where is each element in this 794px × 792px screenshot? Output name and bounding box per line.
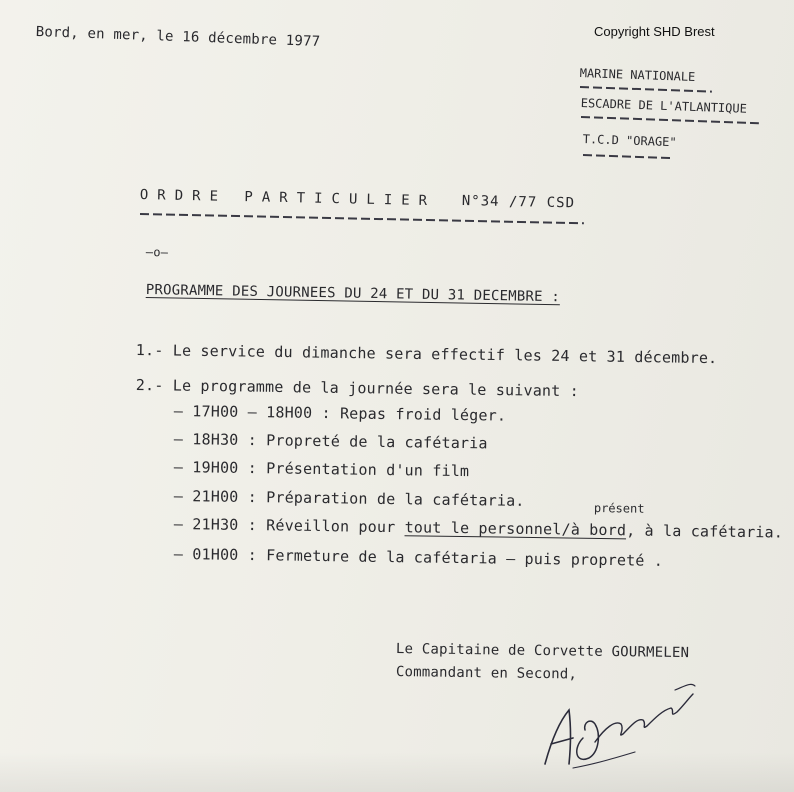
signatory-title: Commandant en Second, — [395, 664, 578, 683]
header-line-1: MARINE NATIONALE — [579, 66, 696, 85]
order-number: N°34 /77 CSD — [461, 193, 576, 212]
item-2: 2.- Le programme de la journée sera le suivant : — [135, 376, 580, 401]
item-1: 1.- Le service du dimanche sera effectif les 24 et 31 décembre. — [135, 341, 718, 368]
schedule-item-prefix: – 21H30 : Réveillon pour — [173, 515, 405, 537]
header-line-2: ESCADRE DE L'ATLANTIQUE — [580, 96, 748, 116]
schedule-item: – 17H00 – 18H00 : Repas froid léger. — [173, 402, 507, 425]
schedule-item: – 01H00 : Fermeture de la cafétaria – puis propreté . — [173, 545, 664, 570]
copyright-notice: Copyright SHD Brest — [594, 24, 715, 39]
place-date: Bord, en mer, le 16 décembre 1977 — [35, 24, 321, 50]
header-underline-2 — [581, 116, 759, 124]
order-title-underline — [140, 213, 584, 224]
order-title: ORDRE PARTICULIER — [139, 187, 437, 210]
schedule-item: – 18H30 : Propreté de la cafétaria — [173, 430, 488, 453]
handwritten-insertion: présent — [593, 501, 645, 516]
header-underline-3 — [583, 154, 673, 159]
schedule-item-reveillon — [174, 515, 783, 542]
separator: —o— — [145, 245, 169, 260]
schedule-item: – 19H00 : Présentation d'un film — [173, 458, 470, 481]
signatory-name: Le Capitaine de Corvette GOURMELEN — [395, 641, 690, 662]
schedule-item-suffix: , à la cafétaria. — [626, 521, 784, 542]
schedule-item: – 21H00 : Préparation de la cafétaria. — [173, 487, 525, 510]
header-underline-1 — [580, 86, 712, 93]
page-edge-shadow — [0, 752, 794, 792]
program-title: PROGRAMME DES JOURNEES DU 24 ET DU 31 DECEMBRE : — [145, 282, 561, 306]
schedule-item-underlined: tout le personnel/à bord — [404, 518, 627, 540]
header-line-3: T.C.D "ORAGE" — [582, 132, 677, 150]
